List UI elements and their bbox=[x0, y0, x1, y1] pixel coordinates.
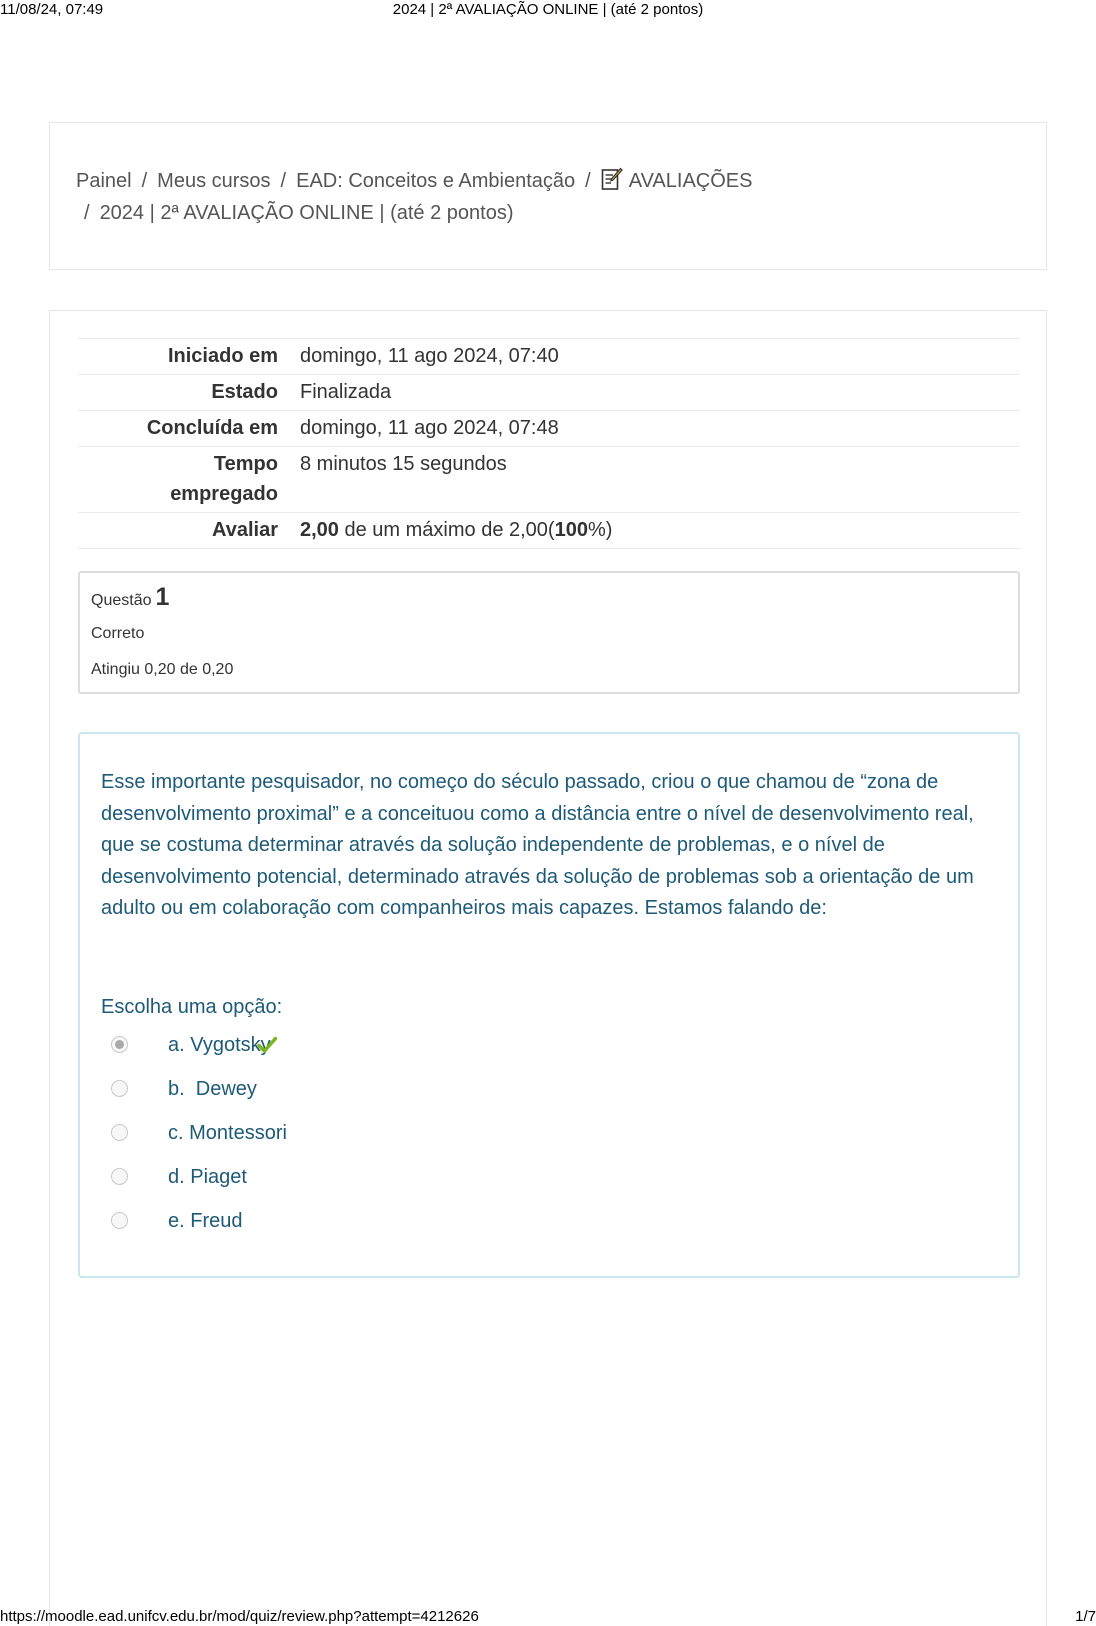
breadcrumb-item-course[interactable]: EAD: Conceitos e Ambientação bbox=[296, 170, 576, 192]
question-number-label: Questão bbox=[91, 592, 152, 609]
grade-percent: 100 bbox=[554, 519, 588, 541]
answer-radio-b[interactable] bbox=[111, 1080, 128, 1097]
breadcrumb-item-current[interactable]: 2024 | 2ª AVALIAÇÃO ONLINE | (até 2 pontos) bbox=[99, 202, 514, 224]
summary-row-started bbox=[78, 339, 1020, 375]
summary-row-time bbox=[78, 447, 1020, 513]
summary-label-line2: empregado bbox=[170, 483, 278, 505]
grade-score: 2,00 bbox=[300, 519, 339, 541]
breadcrumb-separator: / bbox=[84, 202, 90, 224]
answer-list bbox=[108, 1034, 708, 1254]
print-footer bbox=[0, 1606, 1096, 1626]
print-title: 2024 | 2ª AVALIAÇÃO ONLINE | (até 2 pontos) bbox=[392, 1, 704, 18]
summary-row-grade bbox=[78, 513, 1020, 549]
print-page-number: 1/7 bbox=[1075, 1608, 1096, 1625]
summary-value bbox=[300, 515, 1020, 545]
summary-label bbox=[78, 449, 300, 509]
summary-row-state bbox=[78, 375, 1020, 411]
answer-label-c: c. Montessori bbox=[168, 1122, 287, 1144]
breadcrumb-card bbox=[49, 122, 1047, 270]
summary-value: domingo, 11 ago 2024, 07:40 bbox=[300, 345, 559, 367]
answer-label-b: b. Dewey bbox=[168, 1078, 257, 1100]
answer-radio-c[interactable] bbox=[111, 1124, 128, 1141]
summary-label-line1: Tempo bbox=[213, 453, 278, 475]
answer-option-c bbox=[108, 1122, 708, 1166]
summary-label: Concluída em bbox=[146, 417, 278, 439]
summary-row-completed bbox=[78, 411, 1020, 447]
breadcrumb-item-avaliacoes-label: AVALIAÇÕES bbox=[628, 170, 753, 192]
summary-label: Avaliar bbox=[212, 519, 278, 541]
breadcrumb-item-painel[interactable]: Painel bbox=[76, 170, 132, 192]
answer-radio-d[interactable] bbox=[111, 1168, 128, 1185]
answer-prompt: Escolha uma opção: bbox=[101, 996, 283, 1018]
print-header bbox=[0, 0, 1096, 20]
breadcrumb-separator: / bbox=[280, 170, 287, 192]
answer-label-a bbox=[168, 1034, 277, 1057]
breadcrumb-separator: / bbox=[585, 170, 591, 192]
question-grade: Atingiu 0,20 de 0,20 bbox=[91, 661, 234, 678]
question-state: Correto bbox=[91, 625, 145, 642]
grade-end: %) bbox=[587, 519, 613, 541]
breadcrumb-item-meus-cursos[interactable]: Meus cursos bbox=[157, 170, 271, 192]
summary-label: Estado bbox=[211, 381, 278, 403]
answer-option-a bbox=[108, 1034, 708, 1078]
question-number-value: 1 bbox=[155, 583, 170, 611]
answer-label-d: d. Piaget bbox=[168, 1166, 247, 1188]
answer-radio-a[interactable] bbox=[111, 1036, 128, 1053]
grade-middle: de um máximo de 2,00( bbox=[338, 519, 555, 541]
answer-option-b bbox=[108, 1078, 708, 1122]
answer-radio-e[interactable] bbox=[111, 1212, 128, 1229]
summary-value: 8 minutos 15 segundos bbox=[300, 453, 507, 475]
answer-label-e: e. Freud bbox=[168, 1210, 243, 1232]
summary-value: Finalizada bbox=[300, 381, 392, 403]
print-url: https://moodle.ead.unifcv.edu.br/mod/quiz/review.php?attempt=4212626 bbox=[0, 1608, 479, 1625]
question-info-box bbox=[78, 571, 1020, 694]
question-content-box bbox=[78, 732, 1020, 1278]
quiz-page-icon bbox=[601, 167, 623, 191]
answer-option-d bbox=[108, 1166, 708, 1210]
breadcrumb-item-avaliacoes[interactable] bbox=[601, 170, 753, 192]
summary-value: domingo, 11 ago 2024, 07:48 bbox=[300, 417, 559, 439]
correct-check-icon bbox=[257, 1035, 277, 1055]
breadcrumb bbox=[76, 165, 1016, 229]
print-datetime: 11/08/24, 07:49 bbox=[0, 1, 104, 18]
answer-text-a: a. Vygotsky bbox=[168, 1034, 271, 1056]
answer-option-e bbox=[108, 1210, 708, 1254]
breadcrumb-separator: / bbox=[141, 170, 148, 192]
question-text: Esse importante pesquisador, no começo do século passado, criou o que chamou de “zona de desenvolvimento proximal” e a conceituou como a distância entre o nível de desenvolvimento real, que se costuma determinar através da solução independente de problemas, e o nível de desenvolvimento potencial, determinado através da solução de problemas sob a orientação de um adulto ou em colaboração com companheiros mais capazes. Estamos falando de: bbox=[101, 771, 974, 919]
question-number bbox=[91, 583, 169, 612]
summary-label: Iniciado em bbox=[167, 345, 278, 367]
attempt-summary-table bbox=[78, 338, 1020, 549]
